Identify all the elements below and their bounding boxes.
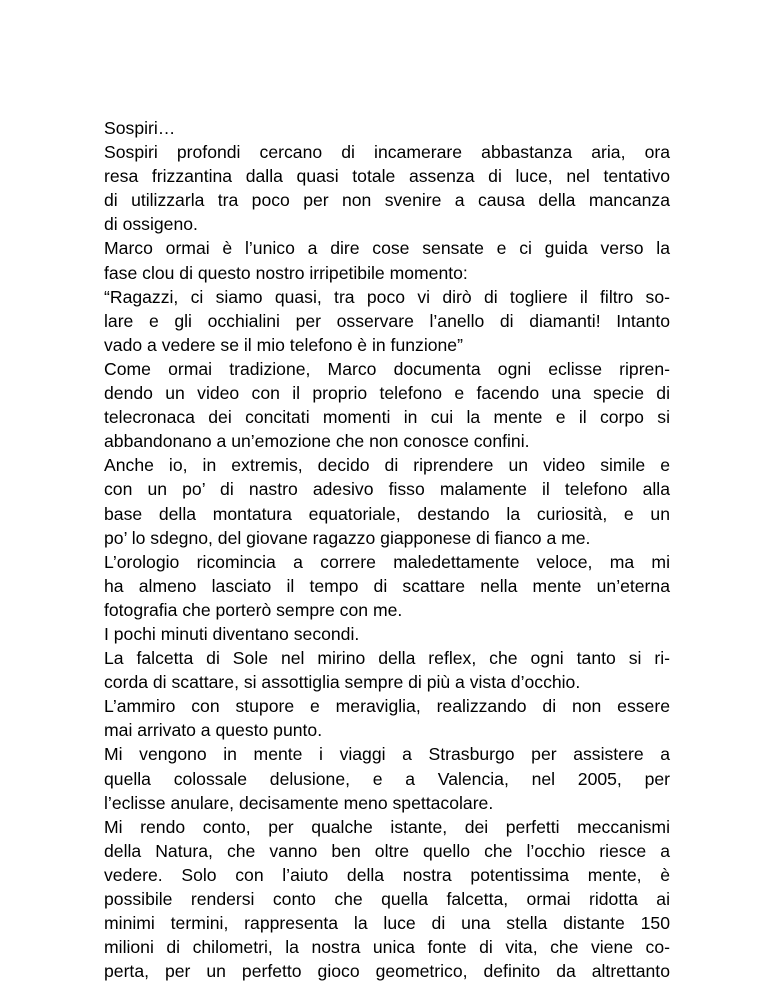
text-line: resa frizzantina dalla quasi totale assenza di luce, nel tentativo [104,166,670,187]
document-body [104,116,670,983]
text-line: Sospiri… [104,118,176,138]
text-line: vado a vedere se il mio telefono è in funzione” [104,334,463,355]
text-line: Mi rendo conto, per qualche istante, dei perfetti meccanismi [104,816,670,837]
text-line: fotografia che porterò sempre con me. [104,599,403,620]
text-line: corda di scattare, si assottiglia sempre di più a vista d’occhio. [104,672,581,693]
text-line: milioni di chilometri, la nostra unica fonte di vita, che viene co- [104,937,670,958]
text-line: L’orologio ricomincia a correre maledettamente veloce, ma mi [104,551,670,572]
text-line: della Natura, che vanno ben oltre quello che l’occhio riesce a [104,840,670,861]
text-line: possibile rendersi conto che quella falcetta, ormai ridotta ai [104,889,670,909]
text-line: Mi vengono in mente i viaggi a Strasburgo per assistere a [104,744,670,765]
text-line: po’ lo sdegno, del giovane ragazzo giapponese di fianco a me. [104,527,591,548]
text-line: l’eclisse anulare, decisamente meno spettacolare. [104,792,494,813]
text-line: La falcetta di Sole nel mirino della reflex, che ogni tanto si ri- [104,648,670,669]
text-line: ha almeno lasciato il tempo di scattare nella mente un’eterna [104,575,670,596]
text-line: Come ormai tradizione, Marco documenta ogni eclisse ripren- [104,358,670,379]
text-line: lare e gli occhialini per osservare l’anello di diamanti! Intanto [104,310,670,331]
text-line: di utilizzarla tra poco per non svenire a causa della mancanza [104,190,670,211]
text-line: abbandonano a un’emozione che non conosce confini. [104,431,530,452]
text-line: base della montatura equatoriale, destando la curiosità, e un [104,503,670,524]
text-line: con un po’ di nastro adesivo fisso malamente il telefono alla [104,479,670,500]
text-line: perta, per un perfetto gioco geometrico, definito da altrettanto [104,961,670,982]
text-line: mai arrivato a questo punto. [104,720,323,741]
text-line: di ossigeno. [104,214,198,235]
text-line: Sospiri profondi cercano di incamerare abbastanza aria, ora [104,142,670,163]
text-line: “Ragazzi, ci siamo quasi, tra poco vi dirò di togliere il filtro so- [104,286,670,307]
text-line: Anche io, in extremis, decido di riprendere un video simile e [104,455,670,476]
text-line: dendo un video con il proprio telefono e facendo una specie di [104,383,670,404]
text-line: quella colossale delusione, e a Valencia, nel 2005, per [104,768,670,789]
text-line: L’ammiro con stupore e meraviglia, realizzando di non essere [104,696,670,717]
text-line: minimi termini, rappresenta la luce di una stella distante 150 [104,913,670,934]
text-line: telecronaca dei concitati momenti in cui la mente e il corpo si [104,407,670,428]
text-line: Marco ormai è l’unico a dire cose sensate e ci guida verso la [104,238,670,259]
text-line: vedere. Solo con l’aiuto della nostra potentissima mente, è [104,864,670,885]
text-line: fase clou di questo nostro irripetibile momento: [104,262,468,283]
text-line: I pochi minuti diventano secondi. [104,623,360,644]
